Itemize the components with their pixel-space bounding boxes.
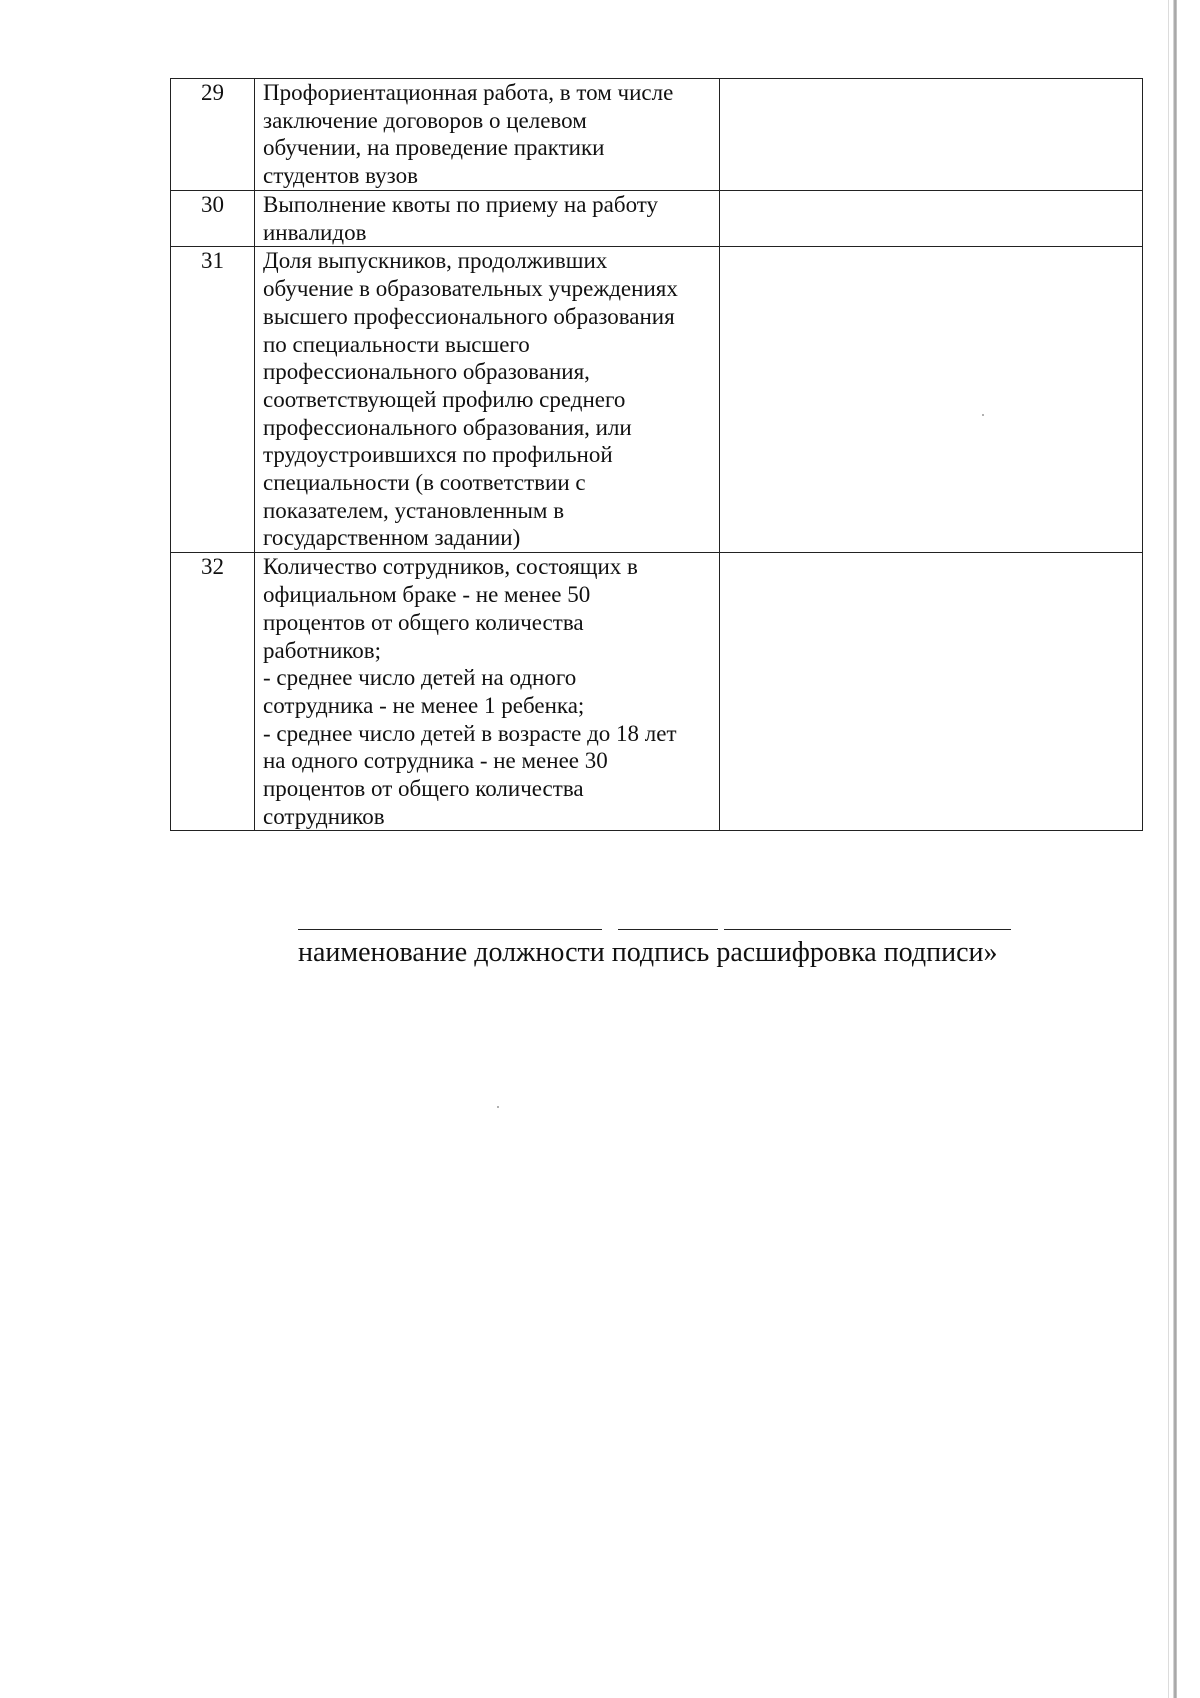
- table-row: [171, 191, 1143, 247]
- row-number: 30: [171, 191, 255, 247]
- row-value-cell: [720, 191, 1143, 247]
- signature-line-sign: [618, 929, 718, 930]
- row-number: 31: [171, 247, 255, 553]
- row-description: Количество сотрудников, состоящих в официальном браке - не менее 50 процентов от общего количества работников; - среднее число детей на одного сотрудника - не менее 1 ребенка; - среднее число детей в возрасте до 18 лет на одного сотрудника - не менее 30 процентов от общего количества сотрудников: [255, 553, 720, 831]
- signature-line-name: [724, 929, 1011, 930]
- row-description: Выполнение квоты по приему на работу инвалидов: [255, 191, 720, 247]
- row-number: 29: [171, 79, 255, 191]
- table-row: [171, 553, 1143, 831]
- row-value-cell: [720, 247, 1143, 553]
- row-description: Профориентационная работа, в том числе заключение договоров о целевом обучении, на проведение практики студентов вузов: [255, 79, 720, 191]
- scan-speck: [982, 414, 984, 416]
- scan-edge: [1173, 0, 1177, 1698]
- signature-caption: наименование должности подпись расшифровка подписи»: [298, 937, 998, 968]
- row-number: 32: [171, 553, 255, 831]
- indicators-table: [170, 78, 1143, 831]
- table-row: [171, 79, 1143, 191]
- signature-line-position: [298, 929, 602, 930]
- row-description: Доля выпускников, продолживших обучение в образовательных учреждениях высшего профессионального образования по специальности высшего профессионального образования, соответствующей профилю среднего профессионального образования, или трудоустроившихся по профильной специальности (в соответствии с показателем, установленным в государственном задании): [255, 247, 720, 553]
- scan-speck: [497, 1106, 499, 1108]
- row-value-cell: [720, 79, 1143, 191]
- row-value-cell: [720, 553, 1143, 831]
- table-row: [171, 247, 1143, 553]
- scan-edge-shadow: [1168, 0, 1169, 1698]
